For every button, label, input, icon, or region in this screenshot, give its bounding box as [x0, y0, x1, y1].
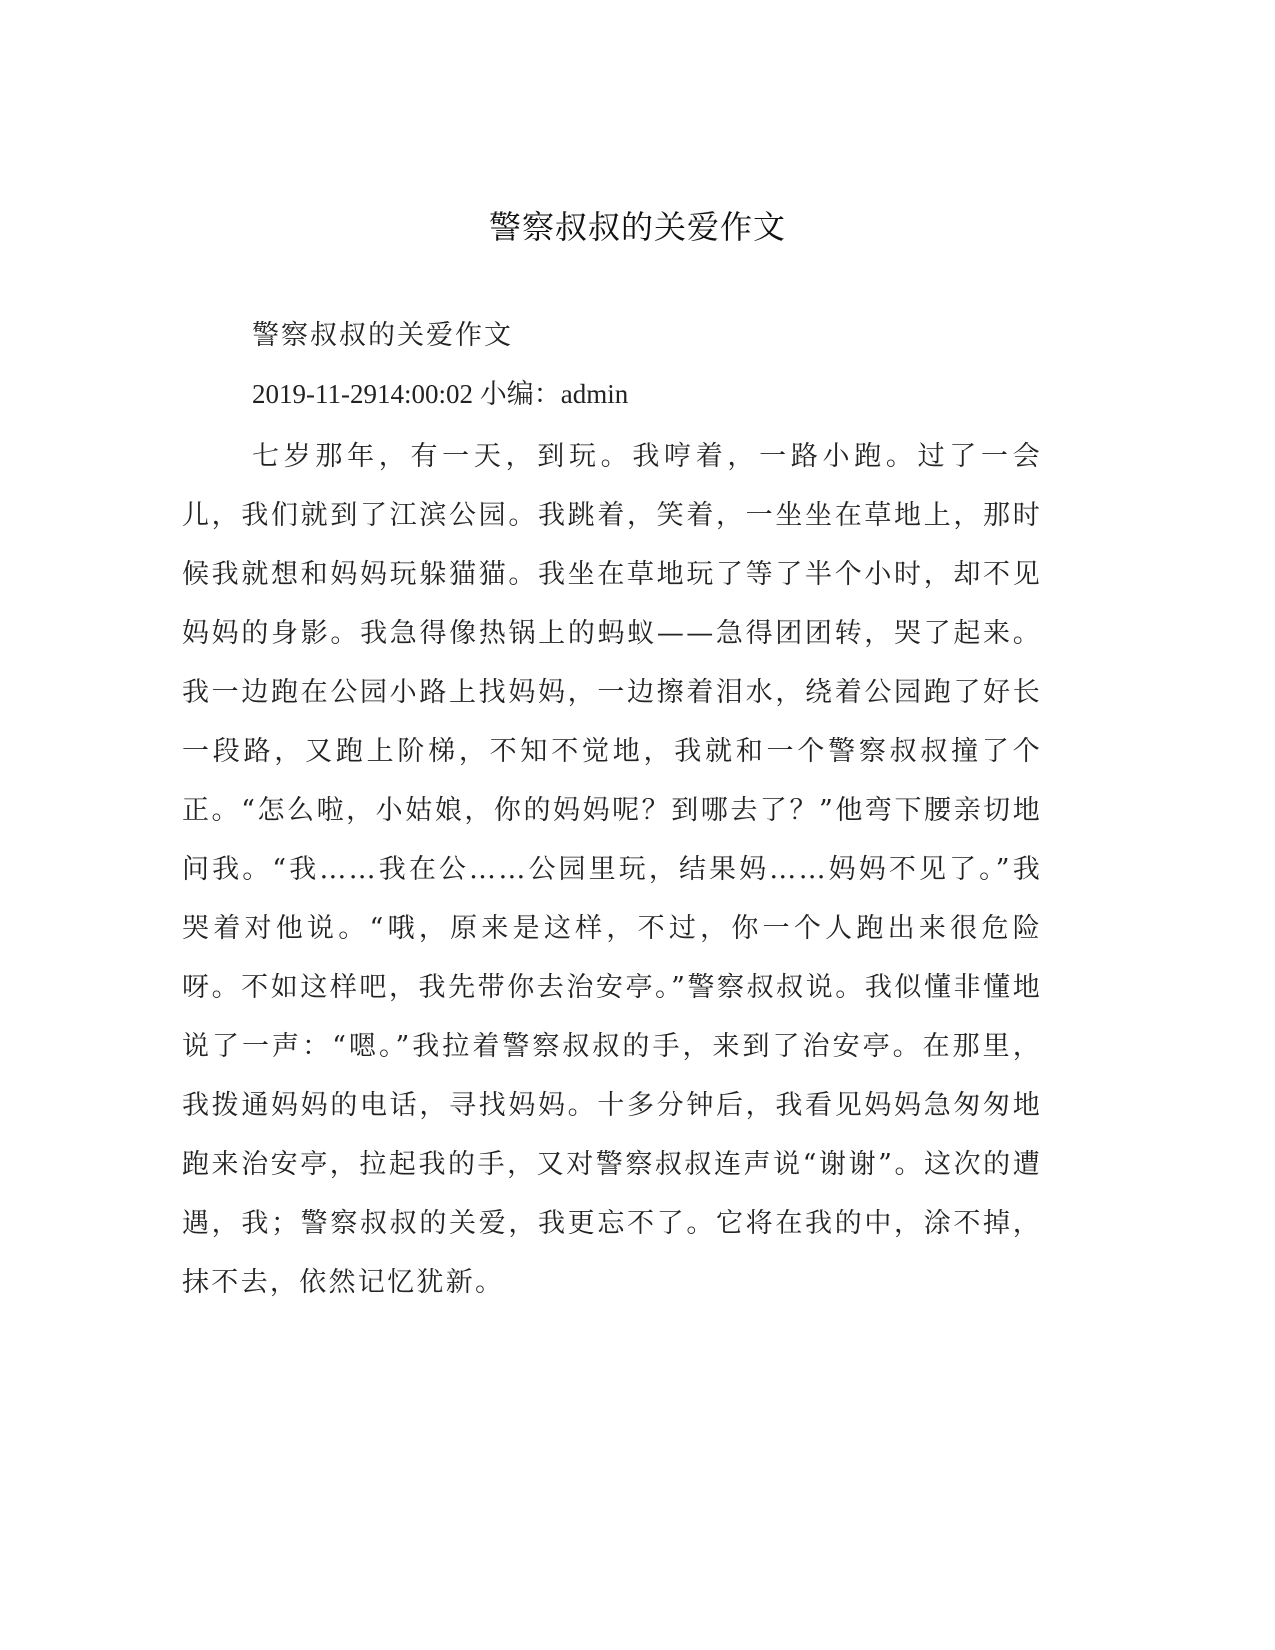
article-subtitle: 警察叔叔的关爱作文: [252, 320, 513, 351]
article-meta: 2019-11-2914:00:02 小编：admin: [252, 379, 629, 409]
article-body: 七岁那年，有一天，到玩。我哼着，一路小跑。过了一会儿，我们就到了江滨公园。我跳着，笑着，一坐坐在草地上，那时候我就想和妈妈玩躲猫猫。我坐在草地玩了等了半个小时，却不见妈妈的身影。我急得像热锅上的蚂蚁——急得团团转，哭了起来。我一边跑在公园小路上找妈妈，一边擦着泪水，绕着公园跑了好长一段路，又跑上阶梯，不知不觉地，我就和一个警察叔叔撞了个正。“怎么啦，小姑娘，你的妈妈呢？到哪去了？”他弯下腰亲切地问我。“我……我在公……公园里玩，结果妈……妈妈不见了。”我哭着对他说。“哦，原来是这样，不过，你一个人跑出来很危险呀。不如这样吧，我先带你去治安亭。”警察叔叔说。我似懂非懂地说了一声：“嗯。”我拉着警察叔叔的手，来到了治安亭。在那里，我拨通妈妈的电话，寻找妈妈。十多分钟后，我看见妈妈急匆匆地跑来治安亭，拉起我的手，又对警察叔叔连声说“谢谢”。这次的遭遇，我；警察叔叔的关爱，我更忘不了。它将在我的中，涂不掉，抹不去，依然记忆犹新。: [182, 441, 1042, 1298]
document-title: 警察叔叔的关爱作文: [488, 208, 786, 246]
document-content: [182, 318, 1042, 1312]
